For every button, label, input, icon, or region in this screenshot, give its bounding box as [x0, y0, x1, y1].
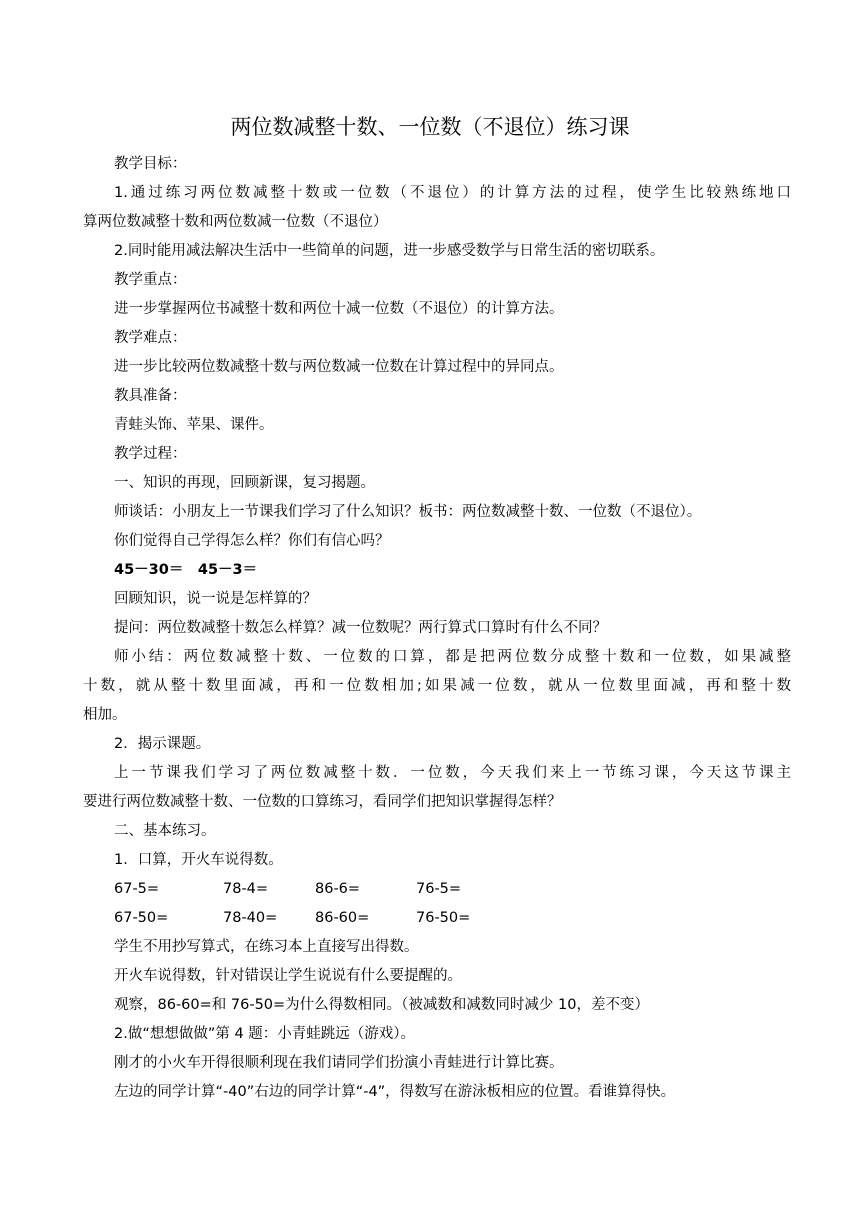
- part-2-heading: 二、基本练习。: [114, 823, 216, 839]
- math-item: 76-5=: [416, 881, 462, 897]
- teacher-talk-line-1: 师谈话：小朋友上一节课我们学习了什么知识？板书：两位数减整十数、一位数（不退位）。: [114, 504, 702, 520]
- math-item: 76-50=: [416, 910, 471, 926]
- math-item: 78-4=: [223, 881, 269, 897]
- question-text: 提问：两位数减整十数怎么样算？减一位数呢？两行算式口算时有什么不同？: [114, 620, 607, 636]
- exercise-2-line-2: 左边的同学计算“-40”右边的同学计算“-4”，得数写在游泳板相应的位置。看谁算得快。: [114, 1084, 676, 1100]
- math-item: 78-40=: [223, 910, 278, 926]
- difficulties-heading: 教学难点：: [114, 330, 187, 346]
- document-body: [83, 150, 791, 1107]
- math-item: 67-50=: [114, 910, 169, 926]
- teacher-talk-line-2: 你们觉得自己学得怎么样？你们有信心吗？: [114, 533, 390, 549]
- mental-math-row-1: [83, 875, 791, 904]
- exercise-1-note-1: 学生不用抄写算式，在练习本上直接写出得数。: [114, 939, 419, 955]
- objective-1-line-1: 1.通过练习两位数减整十数或一位数（不退位）的计算方法的过程，使学生比较熟练地口: [114, 185, 791, 201]
- summary-line-3: 相加。: [83, 707, 127, 723]
- exercise-1-note-2: 开火车说得数，针对错误让学生说说有什么要提醒的。: [114, 968, 462, 984]
- objective-2: 2.同时能用减法解决生活中一些简单的问题，进一步感受数学与日常生活的密切联系。: [114, 243, 665, 259]
- exercise-2-line-1: 刚才的小火车开得很顺利现在我们请同学们扮演小青蛙进行计算比赛。: [114, 1055, 564, 1071]
- intro-line-2: 要进行两位数减整十数、一位数的口算练习，看同学们把知识掌握得怎样？: [83, 794, 562, 810]
- math-item: 67-5=: [114, 881, 160, 897]
- intro-line-1: 上一节课我们学习了两位数减整十数．一位数，今天我们来上一节练习课，今天这节课主: [114, 765, 791, 781]
- document-title: 两位数减整十数、一位数（不退位）练习课: [230, 115, 630, 139]
- objectives-heading: 教学目标：: [114, 156, 187, 172]
- materials-heading: 教具准备：: [114, 388, 187, 404]
- objective-1-line-2: 算两位数减整十数和两位数减一位数（不退位）: [83, 214, 388, 230]
- exercise-2-heading: 2.做“想想做做”第 4 题：小青蛙跳远（游戏）。: [114, 1026, 416, 1042]
- review-prompt: 回顾知识，说一说是怎样算的？: [114, 591, 317, 607]
- mental-math-row-2: [83, 904, 791, 933]
- math-item: 86-60=: [315, 910, 370, 926]
- difficulties-text: 进一步比较两位数减整十数与两位数减一位数在计算过程中的异同点。: [114, 359, 564, 375]
- key-points-heading: 教学重点：: [114, 272, 187, 288]
- reveal-topic: 2．揭示课题。: [114, 736, 211, 752]
- part-1-heading: 一、知识的再现，回顾新课，复习揭题。: [114, 475, 375, 491]
- materials-text: 青蛙头饰、苹果、课件。: [114, 417, 274, 433]
- review-equations: 45－30＝ 45－3＝: [114, 562, 258, 578]
- exercise-1-heading: 1．口算，开火车说得数。: [114, 852, 283, 868]
- key-points-text: 进一步掌握两位书减整十数和两位十减一位数（不退位）的计算方法。: [114, 301, 564, 317]
- math-item: 86-6=: [315, 881, 361, 897]
- summary-line-1: 师小结：两位数减整十数、一位数的口算，都是把两位数分成整十数和一位数，如果减整: [114, 649, 791, 665]
- process-heading: 教学过程：: [114, 446, 187, 462]
- exercise-1-note-3: 观察，86-60=和 76-50=为什么得数相同。（被减数和减数同时减少 10，差不变）: [114, 997, 649, 1013]
- summary-line-2: 十数，就从整十数里面减，再和一位数相加;如果减一位数，就从一位数里面减，再和整十数: [83, 678, 791, 694]
